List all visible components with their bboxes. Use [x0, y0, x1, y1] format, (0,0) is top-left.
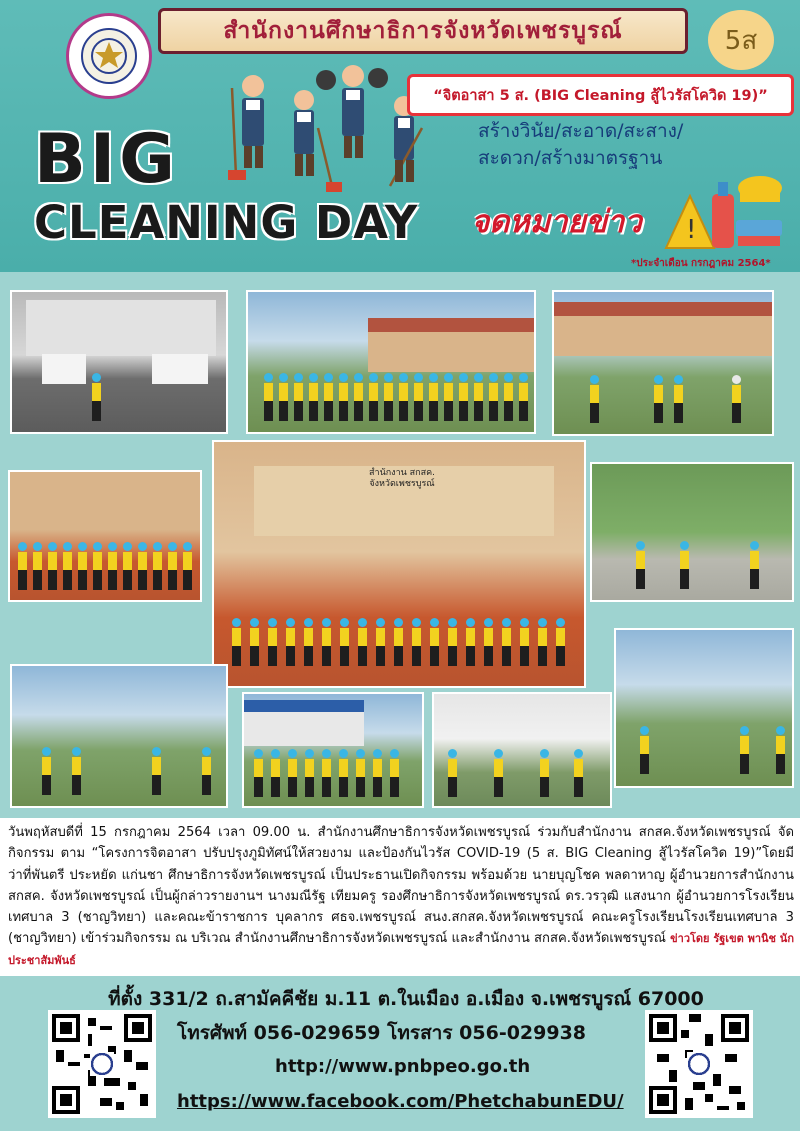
newsletter-label: จดหมายข่าว — [471, 204, 642, 240]
person-figure — [294, 373, 303, 421]
emblem-icon — [81, 28, 137, 84]
person-figure — [78, 542, 87, 590]
person-figure — [271, 749, 280, 797]
news-paragraph: วันพฤหัสบดีที่ 15 กรกฎาคม 2564 เวลา 09.00 น. สำนักงานศึกษาธิการจังหวัดเพชรบูรณ์ ร่วมกับสำนักงาน สกสค.จังหวัดเพชรบูรณ์ จัดกิจกรรม ตาม “โครงการจิตอาสา ปรับปรุงภูมิทัศน์ให้สวยงาม และป้องกันไวรัส COVID-19 (5 ส. BIG Cleaning สู้ไวรัสโควิด 19)”โดยมี ว่าที่พันตรี ประหยัด แก่นชา ศึกษาธิการจังหวัดเพชรบูรณ์ เป็นประธานเปิดกิจกรรม พร้อมด้วย นายบุญโชค พลดาหาญ ผู้อำนวยการสำนักงาน สกสค. จังหวัดเพชรบูรณ์ เป็นผู้กล่าวรายงานฯ นางมณีรัฐ เทียมครู รองศึกษาธิการจังหวัดเพชรบูรณ์ ดร.วรวุฒิ แสงนาก ผู้อำนวยการโรงเรียนเทศบาล 3 (ชาญวิทยา) และคณะข้าราชการ บุคลากร ศธจ.เพชรบูรณ์ สนง.สกสค.จังหวัดเพชรบูรณ์ คณะครูโรงเรียนโรงเรียนเทศบาล 3 (ชาญวิทยา) เข้าร่วมกิจกรรม ณ บริเวณ สำนักงานศึกษาธิการจังหวัดเพชรบูรณ์ และสำนักงาน สกสค.จังหวัดเพชรบูรณ์ — [8, 825, 794, 947]
cleaners-illustration-icon — [222, 58, 432, 198]
news-credit: ข่าวโดย รัฐเขต พานิช นักประชาสัมพันธ์ — [8, 932, 794, 967]
person-figure — [390, 749, 399, 797]
photo-group-lineup — [246, 290, 536, 434]
person-figure — [484, 618, 493, 666]
contact-footer — [0, 976, 800, 1131]
person-figure — [430, 618, 439, 666]
person-figure — [369, 373, 378, 421]
photo-women-sweeping — [432, 692, 612, 808]
person-figure — [376, 618, 385, 666]
person-figure — [504, 373, 513, 421]
person-figure — [556, 618, 565, 666]
person-figure — [279, 373, 288, 421]
person-figure — [33, 542, 42, 590]
person-figure — [373, 749, 382, 797]
person-figure — [520, 618, 529, 666]
person-figure — [304, 618, 313, 666]
person-figure — [429, 373, 438, 421]
photo-staff-group-brooms — [8, 470, 202, 602]
person-figure — [93, 542, 102, 590]
photo-sweeping-yard — [552, 290, 774, 436]
person-figure — [123, 542, 132, 590]
person-figure — [459, 373, 468, 421]
person-figure — [254, 749, 263, 797]
person-figure — [250, 618, 259, 666]
person-figure — [489, 373, 498, 421]
header-banner — [0, 0, 800, 272]
person-figure — [399, 373, 408, 421]
person-figure — [324, 373, 333, 421]
person-figure — [322, 749, 331, 797]
person-figure — [286, 618, 295, 666]
person-figure — [183, 542, 192, 590]
big-heading: BIG — [34, 120, 179, 199]
website-link[interactable]: http://www.pnbpeo.go.th — [275, 1056, 531, 1077]
person-figure — [502, 618, 511, 666]
office-title: สำนักงานศึกษาธิการจังหวัดเพชรบูรณ์ — [223, 17, 623, 44]
person-figure — [414, 373, 423, 421]
person-figure — [288, 749, 297, 797]
person-figure — [309, 373, 318, 421]
month-label: *ประจำเดือน กรกฎาคม 2564* — [631, 258, 771, 269]
building-sign-line-2: จังหวัดเพชรบูรณ์ — [369, 479, 435, 489]
person-figure — [538, 618, 547, 666]
person-figure — [339, 749, 348, 797]
5s-badge: 5ส — [708, 10, 774, 70]
person-figure — [358, 618, 367, 666]
photo-lawn-workers — [10, 664, 228, 808]
person-figure — [153, 542, 162, 590]
project-name: “จิตอาสา 5 ส. (BIG Cleaning สู้ไวรัสโควิด 19)” — [433, 87, 768, 104]
person-figure — [519, 373, 528, 421]
person-figure — [264, 373, 273, 421]
person-figure — [268, 618, 277, 666]
person-figure — [356, 749, 365, 797]
person-figure — [48, 542, 57, 590]
office-address: ที่ตั้ง 331/2 ถ.สามัคคีชัย ม.11 ต.ในเมือง อ.เมือง จ.เพชรบูรณ์ 67000 — [108, 988, 704, 1010]
slogan-line-2: สะดวก/สร้างมาตรฐาน — [478, 147, 663, 169]
slogan-line-1: สร้างวินัย/สะอาด/สะสาง/ — [478, 120, 684, 142]
photo-garden-sweep — [590, 462, 794, 602]
person-figure — [63, 542, 72, 590]
person-figure — [394, 618, 403, 666]
photo-blue-roof-building — [242, 692, 424, 808]
project-name-box — [407, 74, 794, 116]
photo-trimming-branches — [614, 628, 794, 788]
person-figure — [384, 373, 393, 421]
person-figure — [305, 749, 314, 797]
cleaning-day-heading: CLEANING DAY — [34, 196, 419, 249]
person-figure — [474, 373, 483, 421]
cleaning-supplies-icon — [656, 158, 786, 254]
facebook-qr-code-icon — [645, 1010, 753, 1118]
person-figure — [448, 618, 457, 666]
office-title-banner — [158, 8, 688, 54]
person-figure — [466, 618, 475, 666]
person-figure — [444, 373, 453, 421]
news-article — [0, 818, 800, 976]
person-figure — [339, 373, 348, 421]
person-figure — [340, 618, 349, 666]
person-figure — [108, 542, 117, 590]
photo-main-group — [212, 440, 586, 688]
office-phone: โทรศัพท์ 056-029659 โทรสาร 056-029938 — [177, 1022, 587, 1044]
person-figure — [412, 618, 421, 666]
person-figure — [168, 542, 177, 590]
office-logo — [66, 13, 152, 99]
building-sign — [342, 468, 462, 490]
website-qr-code-icon — [48, 1010, 156, 1118]
person-figure — [18, 542, 27, 590]
photo-sweeping-ac-units — [10, 290, 228, 434]
person-figure — [232, 618, 241, 666]
person-figure — [138, 542, 147, 590]
facebook-link[interactable]: https://www.facebook.com/PhetchabunEDU/ — [177, 1091, 624, 1112]
person-figure — [354, 373, 363, 421]
person-figure — [322, 618, 331, 666]
svg-text:!: ! — [686, 215, 697, 245]
building-sign-line-1: สำนักงาน สกสค. — [369, 468, 435, 478]
